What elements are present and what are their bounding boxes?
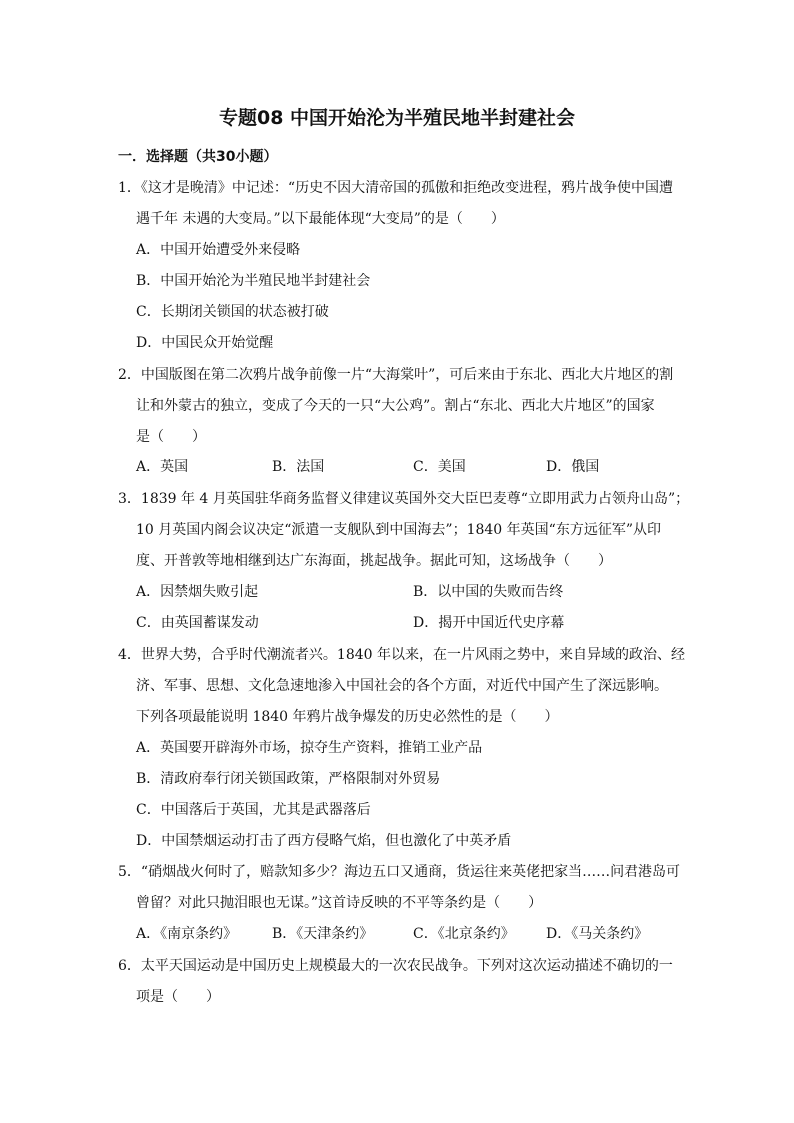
- question-3-option-d[interactable]: D．揭开中国近代史序幕: [413, 615, 565, 631]
- question-2-line-1: 2．中国版图在第二次鸦片战争前像一片“大海棠叶”，可后来由于东北、西北大片地区的割: [118, 367, 674, 383]
- question-1-option-b[interactable]: B．中国开始沦为半殖民地半封建社会: [136, 273, 371, 289]
- question-6-line-2: 项是（ ）: [136, 989, 220, 1005]
- question-5-option-d[interactable]: D．《马关条约》: [546, 926, 649, 942]
- question-1-option-d[interactable]: D．中国民众开始觉醒: [136, 335, 274, 351]
- question-3-line-3: 度、开普敦等地相继到达广东海面，挑起战争。据此可知，这场战争（ ）: [136, 553, 612, 569]
- question-4-option-c[interactable]: C．中国落后于英国，尤其是武器落后: [136, 802, 371, 818]
- question-2-option-c[interactable]: C．美国: [413, 459, 466, 475]
- question-5-line-1: 5．“硝烟战火何时了，赔款知多少？海边五口又通商，货运往来英佬把家当……问君港岛可: [118, 864, 681, 880]
- question-5-option-b[interactable]: B．《天津条约》: [272, 926, 374, 942]
- question-4-option-d[interactable]: D．中国禁烟运动打击了西方侵略气焰，但也激化了中英矛盾: [136, 833, 512, 849]
- question-5-line-2: 曾留？对此只抛泪眼也无谋。”这首诗反映的不平等条约是（ ）: [136, 895, 543, 911]
- question-1-line-1: 1．《这才是晚清》中记述：“历史不因大清帝国的孤傲和拒绝改变进程，鸦片战争使中国遭: [118, 180, 674, 196]
- page-title: 专题08 中国开始沦为半殖民地半封建社会: [218, 107, 576, 129]
- question-3-option-b[interactable]: B．以中国的失败而告终: [413, 584, 564, 600]
- question-2-line-3: 是（ ）: [136, 429, 206, 445]
- question-4-line-3: 下列各项最能说明 1840 年鸦片战争爆发的历史必然性的是（ ）: [136, 709, 559, 725]
- question-1-option-c[interactable]: C．长期闭关锁国的状态被打破: [136, 304, 329, 320]
- question-4-line-1: 4．世界大势，合乎时代潮流者兴。1840 年以来，在一片风雨之势中，来自异域的政治、经: [118, 647, 685, 663]
- question-6-line-1: 6．太平天国运动是中国历史上规模最大的一次农民战争。下列对这次运动描述不确切的一: [118, 958, 673, 974]
- question-2-option-a[interactable]: A．英国: [136, 459, 189, 475]
- question-3-option-a[interactable]: A．因禁烟失败引起: [136, 584, 259, 600]
- question-2-line-2: 让和外蒙古的独立，变成了今天的一只“大公鸡”。割占“东北、西北大片地区”的国家: [136, 398, 655, 414]
- section-heading: 一．选择题（共30小题）: [118, 149, 278, 165]
- question-1-line-2: 遇千年 未遇的大变局。”以下最能体现“大变局”的是（ ）: [136, 211, 505, 227]
- question-5-option-c[interactable]: C．《北京条约》: [413, 926, 515, 942]
- question-1-option-a[interactable]: A．中国开始遭受外来侵略: [136, 242, 301, 258]
- question-2-option-d[interactable]: D．俄国: [546, 459, 600, 475]
- question-3-line-2: 10 月英国内阁会议决定“派遣一支舰队到中国海去”；1840 年英国“东方远征军”从印: [136, 522, 661, 538]
- question-5-option-a[interactable]: A．《南京条约》: [136, 926, 238, 942]
- question-4-option-a[interactable]: A．英国要开辟海外市场，掠夺生产资料，推销工业产品: [136, 740, 483, 756]
- question-4-option-b[interactable]: B．清政府奉行闭关锁国政策，严格限制对外贸易: [136, 771, 441, 787]
- question-4-line-2: 济、军事、思想、文化急速地渗入中国社会的各个方面，对近代中国产生了深远影响。: [136, 678, 668, 694]
- question-3-option-c[interactable]: C．由英国蓄谋发动: [136, 615, 259, 631]
- question-2-option-b[interactable]: B．法国: [272, 459, 325, 475]
- question-3-line-1: 3．1839 年 4 月英国驻华商务监督义律建议英国外交大臣巴麦尊“立即用武力占领舟山岛”；: [118, 491, 690, 507]
